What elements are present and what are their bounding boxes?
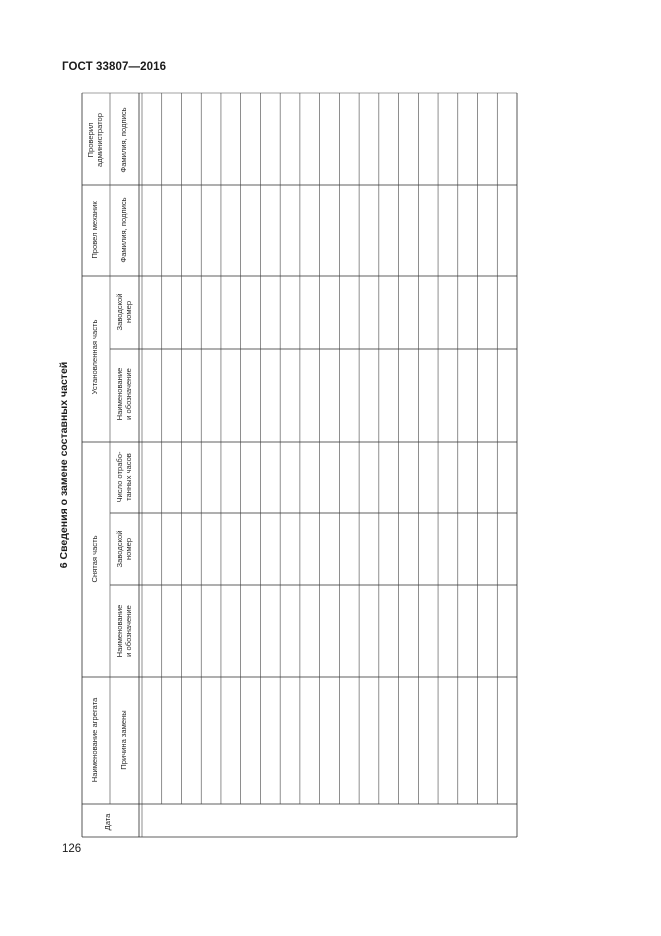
header-admin-sign — [119, 107, 128, 172]
svg-text:Дата: Дата — [103, 813, 112, 831]
svg-text:Заводской: Заводской — [115, 293, 124, 331]
table-rows — [162, 93, 498, 804]
svg-text:Наименование: Наименование — [115, 604, 124, 658]
header-date — [103, 813, 112, 831]
svg-text:номер: номер — [124, 537, 133, 561]
header-removed-hours — [115, 451, 133, 503]
svg-text:Заводской: Заводской — [115, 530, 124, 568]
document-code: ГОСТ 33807—2016 — [62, 61, 167, 73]
svg-text:Установленная часть: Установленная часть — [90, 319, 99, 395]
header-mechanic-sign — [119, 197, 128, 262]
svg-text:Причина замены: Причина замены — [119, 710, 128, 770]
svg-text:Проверил: Проверил — [86, 122, 95, 158]
header-removed-name — [115, 605, 133, 658]
header-removed-part — [90, 535, 99, 582]
header-checked-mechanic — [90, 201, 99, 259]
svg-text:Наименование агрегата: Наименование агрегата — [90, 697, 99, 783]
svg-text:Снятая часть: Снятая часть — [90, 535, 99, 583]
svg-text:Провел механик: Провел механик — [90, 201, 99, 259]
header-removed-serial — [115, 531, 133, 568]
svg-text:Число отрабо-: Число отрабо- — [115, 451, 124, 503]
svg-text:Фамилия, подпись: Фамилия, подпись — [119, 197, 128, 263]
header-installed-part — [90, 320, 99, 395]
header-installed-name — [115, 368, 133, 421]
svg-text:администратор: администратор — [95, 113, 104, 167]
table-grid — [82, 93, 517, 837]
header-installed-serial — [115, 294, 133, 331]
svg-text:и обозначение: и обозначение — [124, 605, 133, 657]
svg-text:танных часов: танных часов — [124, 453, 133, 501]
svg-text:номер: номер — [124, 300, 133, 324]
section-title-text: 6 Сведения о замене составных частей — [58, 361, 70, 569]
svg-text:и обозначение: и обозначение — [124, 368, 133, 420]
header-checked-admin — [86, 113, 104, 167]
header-unit-name — [90, 697, 99, 782]
svg-text:Наименование: Наименование — [115, 367, 124, 421]
svg-text:Фамилия, подпись: Фамилия, подпись — [119, 107, 128, 173]
page-number: 126 — [62, 843, 82, 855]
header-replacement-reason — [119, 710, 128, 769]
